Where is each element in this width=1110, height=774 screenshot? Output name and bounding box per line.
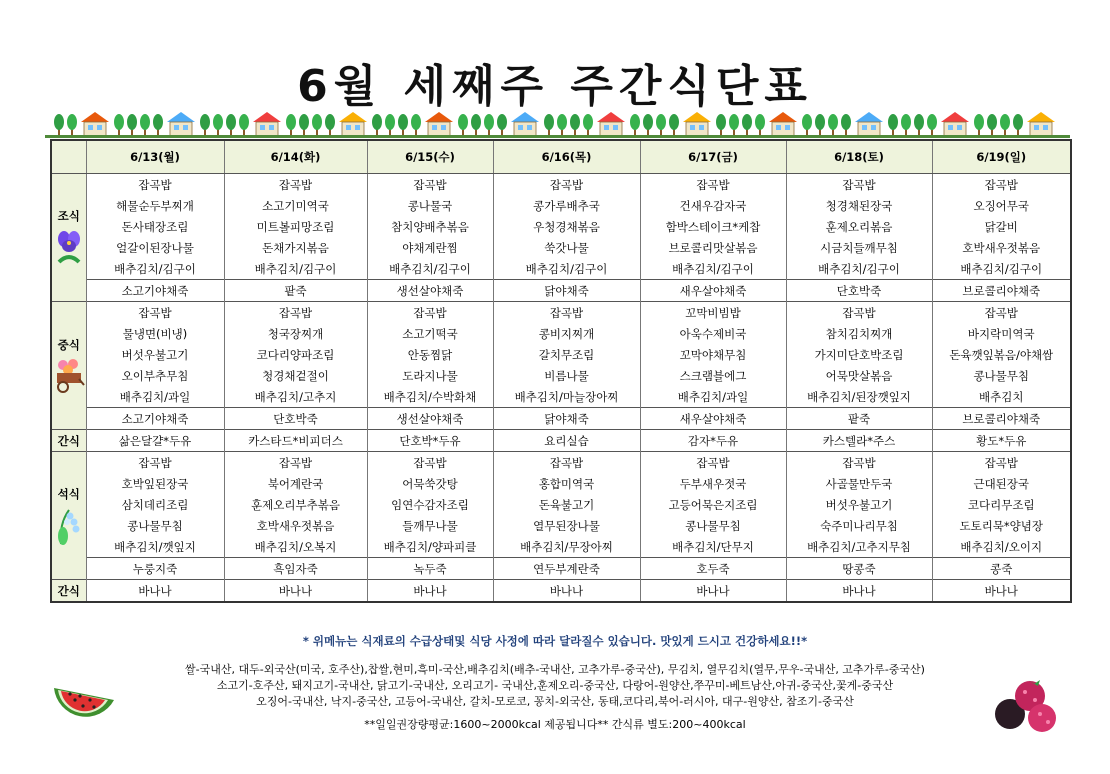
menu-item: 홍합미역국: [493, 473, 640, 494]
menu-row: [51, 494, 1071, 515]
snack-row: [51, 580, 1071, 603]
menu-item: 배추김치/고추지무침: [786, 536, 932, 558]
tree-icon: [140, 114, 150, 136]
house-icon: [253, 112, 281, 136]
menu-item: 훈제오리부추볶음: [224, 494, 367, 515]
porridge-item: 팥죽: [786, 408, 932, 430]
porridge-item: 생선살야채죽: [367, 280, 493, 302]
menu-item: 함박스테이크*케찹: [640, 216, 786, 237]
menu-item: 잡곡밥: [786, 302, 932, 324]
menu-item: 호박새우젓볶음: [932, 237, 1071, 258]
house-icon: [855, 112, 883, 136]
snack-item: 카스타드*비피더스: [224, 430, 367, 452]
menu-item: 쑥갓나물: [493, 237, 640, 258]
origin-line: 오징어-국내산, 낙지-중국산, 고등어-국내산, 갈치-모로코, 꽁치-외국산, 동태,코다리,북어-러시아, 대구-원양산, 참조기-중국산: [256, 695, 854, 708]
menu-item: 두부새우젓국: [640, 473, 786, 494]
menu-item: 잡곡밥: [86, 452, 224, 474]
menu-item: 배추김치/김구이: [786, 258, 932, 280]
house-icon: [1027, 112, 1055, 136]
menu-row: [51, 386, 1071, 408]
tree-icon: [1013, 114, 1023, 136]
menu-item: 배추김치/깻잎지: [86, 536, 224, 558]
porridge-row: [51, 558, 1071, 580]
day-header: 6/19(일): [932, 140, 1071, 174]
house-icon: [769, 112, 797, 136]
porridge-item: 단호박죽: [224, 408, 367, 430]
meal-label: 간식: [51, 580, 86, 603]
menu-item: 근대된장국: [932, 473, 1071, 494]
snack-item: 황도*두유: [932, 430, 1071, 452]
tree-icon: [716, 114, 726, 136]
menu-row: [51, 216, 1071, 237]
menu-item: 배추김치/고추지: [224, 386, 367, 408]
menu-table: [50, 139, 1072, 603]
menu-item: 건새우감자국: [640, 195, 786, 216]
menu-item: 잡곡밥: [493, 174, 640, 196]
menu-item: 잡곡밥: [367, 302, 493, 324]
house-icon: [683, 112, 711, 136]
menu-item: 배추김치/마늘장아찌: [493, 386, 640, 408]
menu-row: [51, 174, 1071, 196]
tree-icon: [828, 114, 838, 136]
menu-item: 잡곡밥: [640, 174, 786, 196]
menu-row: [51, 237, 1071, 258]
house-icon: [425, 112, 453, 136]
menu-item: 호박잎된장국: [86, 473, 224, 494]
house-icon: [81, 112, 109, 136]
tree-icon: [286, 114, 296, 136]
menu-row: [51, 536, 1071, 558]
menu-item: 안동찜닭: [367, 344, 493, 365]
menu-item: 얼갈이된장나물: [86, 237, 224, 258]
menu-item: 콩나물국: [367, 195, 493, 216]
origin-info: [130, 662, 980, 710]
menu-item: 가지미단호박조림: [786, 344, 932, 365]
menu-item: 우청경채볶음: [493, 216, 640, 237]
day-header: 6/15(수): [367, 140, 493, 174]
porridge-row: [51, 280, 1071, 302]
menu-item: 잡곡밥: [367, 174, 493, 196]
ground-line: [45, 135, 1070, 138]
corner-cell: [51, 140, 86, 174]
menu-item: 열무된장나물: [493, 515, 640, 536]
menu-item: 배추김치/과일: [86, 386, 224, 408]
tree-icon: [213, 114, 223, 136]
header-row: [51, 140, 1071, 174]
menu-item: 브로콜리맛살볶음: [640, 237, 786, 258]
menu-item: 오징어무국: [932, 195, 1071, 216]
porridge-item: 소고기야채죽: [86, 280, 224, 302]
house-icon: [941, 112, 969, 136]
house-icon: [511, 112, 539, 136]
porridge-item: 팥죽: [224, 280, 367, 302]
tree-icon: [67, 114, 77, 136]
tree-icon: [669, 114, 679, 136]
menu-item: 콩나물무침: [640, 515, 786, 536]
menu-item: 배추김치/김구이: [640, 258, 786, 280]
menu-row: [51, 323, 1071, 344]
tree-icon: [200, 114, 210, 136]
menu-item: 고등어묵은지조림: [640, 494, 786, 515]
menu-item: 닭갈비: [932, 216, 1071, 237]
porridge-item: 땅콩죽: [786, 558, 932, 580]
menu-item: 잡곡밥: [932, 302, 1071, 324]
menu-item: 잡곡밥: [786, 452, 932, 474]
menu-item: 배추김치/양파피클: [367, 536, 493, 558]
menu-item: 잡곡밥: [367, 452, 493, 474]
menu-item: 돈사태장조림: [86, 216, 224, 237]
tree-icon: [570, 114, 580, 136]
menu-item: 버섯우불고기: [86, 344, 224, 365]
menu-item: 잡곡밥: [493, 452, 640, 474]
day-header: 6/18(토): [786, 140, 932, 174]
porridge-item: 흑임자죽: [224, 558, 367, 580]
menu-item: 잡곡밥: [224, 452, 367, 474]
house-icon: [167, 112, 195, 136]
snack-item: 단호박*두유: [367, 430, 493, 452]
tree-icon: [299, 114, 309, 136]
menu-item: 잡곡밥: [224, 302, 367, 324]
porridge-item: 호두죽: [640, 558, 786, 580]
tree-icon: [841, 114, 851, 136]
snack-item: 바나나: [367, 580, 493, 603]
menu-item: 도토리묵*양념장: [932, 515, 1071, 536]
tree-icon: [888, 114, 898, 136]
menu-row: [51, 452, 1071, 474]
menu-item: 잡곡밥: [640, 452, 786, 474]
meal-label: 석식: [57, 486, 80, 501]
menu-item: 배추김치/오이지: [932, 536, 1071, 558]
kcal-note: **일일권장량평균:1600~2000kcal 제공됩니다** 간식류 별도:200~400kcal: [364, 718, 746, 731]
menu-item: 사골물만두국: [786, 473, 932, 494]
tree-icon: [557, 114, 567, 136]
tree-icon: [411, 114, 421, 136]
menu-item: 어묵맛살볶음: [786, 365, 932, 386]
menu-item: 꼬막야채무침: [640, 344, 786, 365]
tree-icon: [643, 114, 653, 136]
meal-label: 간식: [51, 430, 86, 452]
menu-item: 북어계란국: [224, 473, 367, 494]
menu-item: 잡곡밥: [932, 452, 1071, 474]
menu-item: 삼치데리조림: [86, 494, 224, 515]
violet-flower-icon: [55, 228, 83, 268]
menu-item: 청국장찌개: [224, 323, 367, 344]
menu-item: 콩가루배추국: [493, 195, 640, 216]
menu-item: 스크램블에그: [640, 365, 786, 386]
menu-item: 비름나물: [493, 365, 640, 386]
snack-item: 감자*두유: [640, 430, 786, 452]
tree-icon: [1000, 114, 1010, 136]
menu-item: 호박새우젓볶음: [224, 515, 367, 536]
menu-item: 해물순두부찌개: [86, 195, 224, 216]
porridge-item: 브로콜리야채죽: [932, 280, 1071, 302]
tree-icon: [987, 114, 997, 136]
snack-item: 바나나: [86, 580, 224, 603]
snack-row: [51, 430, 1071, 452]
tree-icon: [497, 114, 507, 136]
origin-line: 소고기-호주산, 돼지고기-국내산, 닭고기-국내산, 오리고기- 국내산,훈제오리-중국산, 다랑어-원양산,쭈꾸미-베트남산,아귀-중국산,꽃게-중국산: [216, 679, 894, 692]
berries-icon: [990, 676, 1070, 736]
menu-row: [51, 473, 1071, 494]
tree-icon: [385, 114, 395, 136]
snack-item: 바나나: [640, 580, 786, 603]
menu-item: 미트볼피망조림: [224, 216, 367, 237]
menu-item: 배추김치/김구이: [224, 258, 367, 280]
menu-row: [51, 344, 1071, 365]
menu-item: 청경채된장국: [786, 195, 932, 216]
tree-icon: [974, 114, 984, 136]
tree-icon: [656, 114, 666, 136]
tree-icon: [312, 114, 322, 136]
tree-icon: [398, 114, 408, 136]
porridge-item: 연두부계란죽: [493, 558, 640, 580]
menu-row: [51, 195, 1071, 216]
menu-row: [51, 365, 1071, 386]
tree-icon: [239, 114, 249, 136]
menu-item: 잡곡밥: [493, 302, 640, 324]
notice-text: * 위메뉴는 식재료의 수급상태및 식당 사정에 따라 달라질수 있습니다. 맛있게 드시고 건강하세요!!*: [302, 634, 808, 648]
porridge-item: 녹두죽: [367, 558, 493, 580]
day-header: 6/17(금): [640, 140, 786, 174]
menu-item: 훈제오리볶음: [786, 216, 932, 237]
tree-icon: [927, 114, 937, 136]
snack-item: 바나나: [224, 580, 367, 603]
menu-item: 버섯우불고기: [786, 494, 932, 515]
menu-item: 배추김치/김구이: [932, 258, 1071, 280]
tree-icon: [372, 114, 382, 136]
tree-icon: [114, 114, 124, 136]
menu-item: 코다리양파조림: [224, 344, 367, 365]
menu-item: 배추김치/단무지: [640, 536, 786, 558]
menu-row: [51, 302, 1071, 324]
menu-item: 배추김치/된장깻잎지: [786, 386, 932, 408]
menu-item: 잡곡밥: [86, 302, 224, 324]
menu-item: 콩비지찌개: [493, 323, 640, 344]
menu-item: 오이부추무침: [86, 365, 224, 386]
porridge-item: 생선살야채죽: [367, 408, 493, 430]
tree-icon: [127, 114, 137, 136]
menu-item: 바지락미역국: [932, 323, 1071, 344]
menu-item: 잡곡밥: [224, 174, 367, 196]
tree-icon: [630, 114, 640, 136]
menu-item: 코다리무조림: [932, 494, 1071, 515]
menu-row: [51, 258, 1071, 280]
menu-item: 물냉면(비냉): [86, 323, 224, 344]
porridge-item: 단호박죽: [786, 280, 932, 302]
tree-icon: [54, 114, 64, 136]
menu-item: 숙주미나리무침: [786, 515, 932, 536]
tree-icon: [914, 114, 924, 136]
menu-item: 콩나물무침: [86, 515, 224, 536]
porridge-item: 닭야채죽: [493, 408, 640, 430]
porridge-item: 브로콜리야채죽: [932, 408, 1071, 430]
menu-item: 배추김치/김구이: [367, 258, 493, 280]
day-header: 6/14(화): [224, 140, 367, 174]
flower-cart-icon: [53, 357, 85, 395]
menu-item: 잡곡밥: [86, 174, 224, 196]
menu-item: 배추김치: [932, 386, 1071, 408]
tree-icon: [901, 114, 911, 136]
menu-item: 배추김치/무장아찌: [493, 536, 640, 558]
porridge-item: 새우살야채죽: [640, 408, 786, 430]
menu-item: 소고기미역국: [224, 195, 367, 216]
snack-item: 요리실습: [493, 430, 640, 452]
house-icon: [339, 112, 367, 136]
menu-item: 배추김치/수박화채: [367, 386, 493, 408]
porridge-item: 닭야채죽: [493, 280, 640, 302]
page-title: 6월 세째주 주간식단표: [297, 61, 813, 112]
snack-item: 바나나: [786, 580, 932, 603]
menu-item: 잡곡밥: [932, 174, 1071, 196]
menu-item: 돈채가지볶음: [224, 237, 367, 258]
menu-item: 참치양배추볶음: [367, 216, 493, 237]
menu-item: 임연수감자조림: [367, 494, 493, 515]
menu-item: 갈치무조림: [493, 344, 640, 365]
lily-of-the-valley-icon: [55, 506, 83, 546]
menu-item: 잡곡밥: [786, 174, 932, 196]
tree-icon: [544, 114, 554, 136]
tree-icon: [815, 114, 825, 136]
menu-item: 돈육깻잎볶음/야채쌈: [932, 344, 1071, 365]
tree-icon: [325, 114, 335, 136]
menu-item: 배추김치/과일: [640, 386, 786, 408]
porridge-item: 소고기야채죽: [86, 408, 224, 430]
day-header: 6/13(월): [86, 140, 224, 174]
menu-item: 배추김치/김구이: [493, 258, 640, 280]
menu-item: 참치김치찌개: [786, 323, 932, 344]
tree-icon: [471, 114, 481, 136]
tree-icon: [802, 114, 812, 136]
menu-item: 배추김치/오복지: [224, 536, 367, 558]
tree-icon: [226, 114, 236, 136]
porridge-item: 새우살야채죽: [640, 280, 786, 302]
tree-icon: [742, 114, 752, 136]
meal-label-cell: [51, 302, 86, 430]
meal-label: 조식: [57, 208, 80, 223]
porridge-row: [51, 408, 1071, 430]
menu-item: 콩나물무침: [932, 365, 1071, 386]
watermelon-icon: [50, 678, 118, 740]
menu-item: 도라지나물: [367, 365, 493, 386]
meal-label-cell: [51, 452, 86, 580]
tree-icon: [153, 114, 163, 136]
snack-item: 삶은달걀*두유: [86, 430, 224, 452]
menu-item: 시금치들깨무침: [786, 237, 932, 258]
porridge-item: 누룽지죽: [86, 558, 224, 580]
menu-item: 배추김치/김구이: [86, 258, 224, 280]
menu-item: 돈육불고기: [493, 494, 640, 515]
snack-item: 바나나: [932, 580, 1071, 603]
menu-item: 야채계란찜: [367, 237, 493, 258]
menu-item: 아욱수제비국: [640, 323, 786, 344]
origin-line: 쌀-국내산, 대두-외국산(미국, 호주산),찹쌀,현미,흑미-국산,배추김치(배추-국내산, 고추가루-중국산), 무김치, 열무김치(열무,무우-국내산, 고추가루-중국산): [185, 663, 925, 676]
porridge-item: 콩죽: [932, 558, 1071, 580]
tree-icon: [583, 114, 593, 136]
tree-icon: [458, 114, 468, 136]
menu-item: 꼬막비빔밥: [640, 302, 786, 324]
menu-row: [51, 515, 1071, 536]
meal-label-cell: [51, 174, 86, 302]
menu-item: 어묵쑥갓탕: [367, 473, 493, 494]
tree-icon: [729, 114, 739, 136]
tree-icon: [755, 114, 765, 136]
menu-item: 소고기떡국: [367, 323, 493, 344]
house-icon: [597, 112, 625, 136]
tree-icon: [484, 114, 494, 136]
menu-item: 들깨무나물: [367, 515, 493, 536]
snack-item: 카스텔라*주스: [786, 430, 932, 452]
snack-item: 바나나: [493, 580, 640, 603]
tree-house-border-icon: [45, 108, 1070, 138]
menu-item: 청경채겉절이: [224, 365, 367, 386]
day-header: 6/16(목): [493, 140, 640, 174]
meal-label: 중식: [57, 337, 80, 352]
